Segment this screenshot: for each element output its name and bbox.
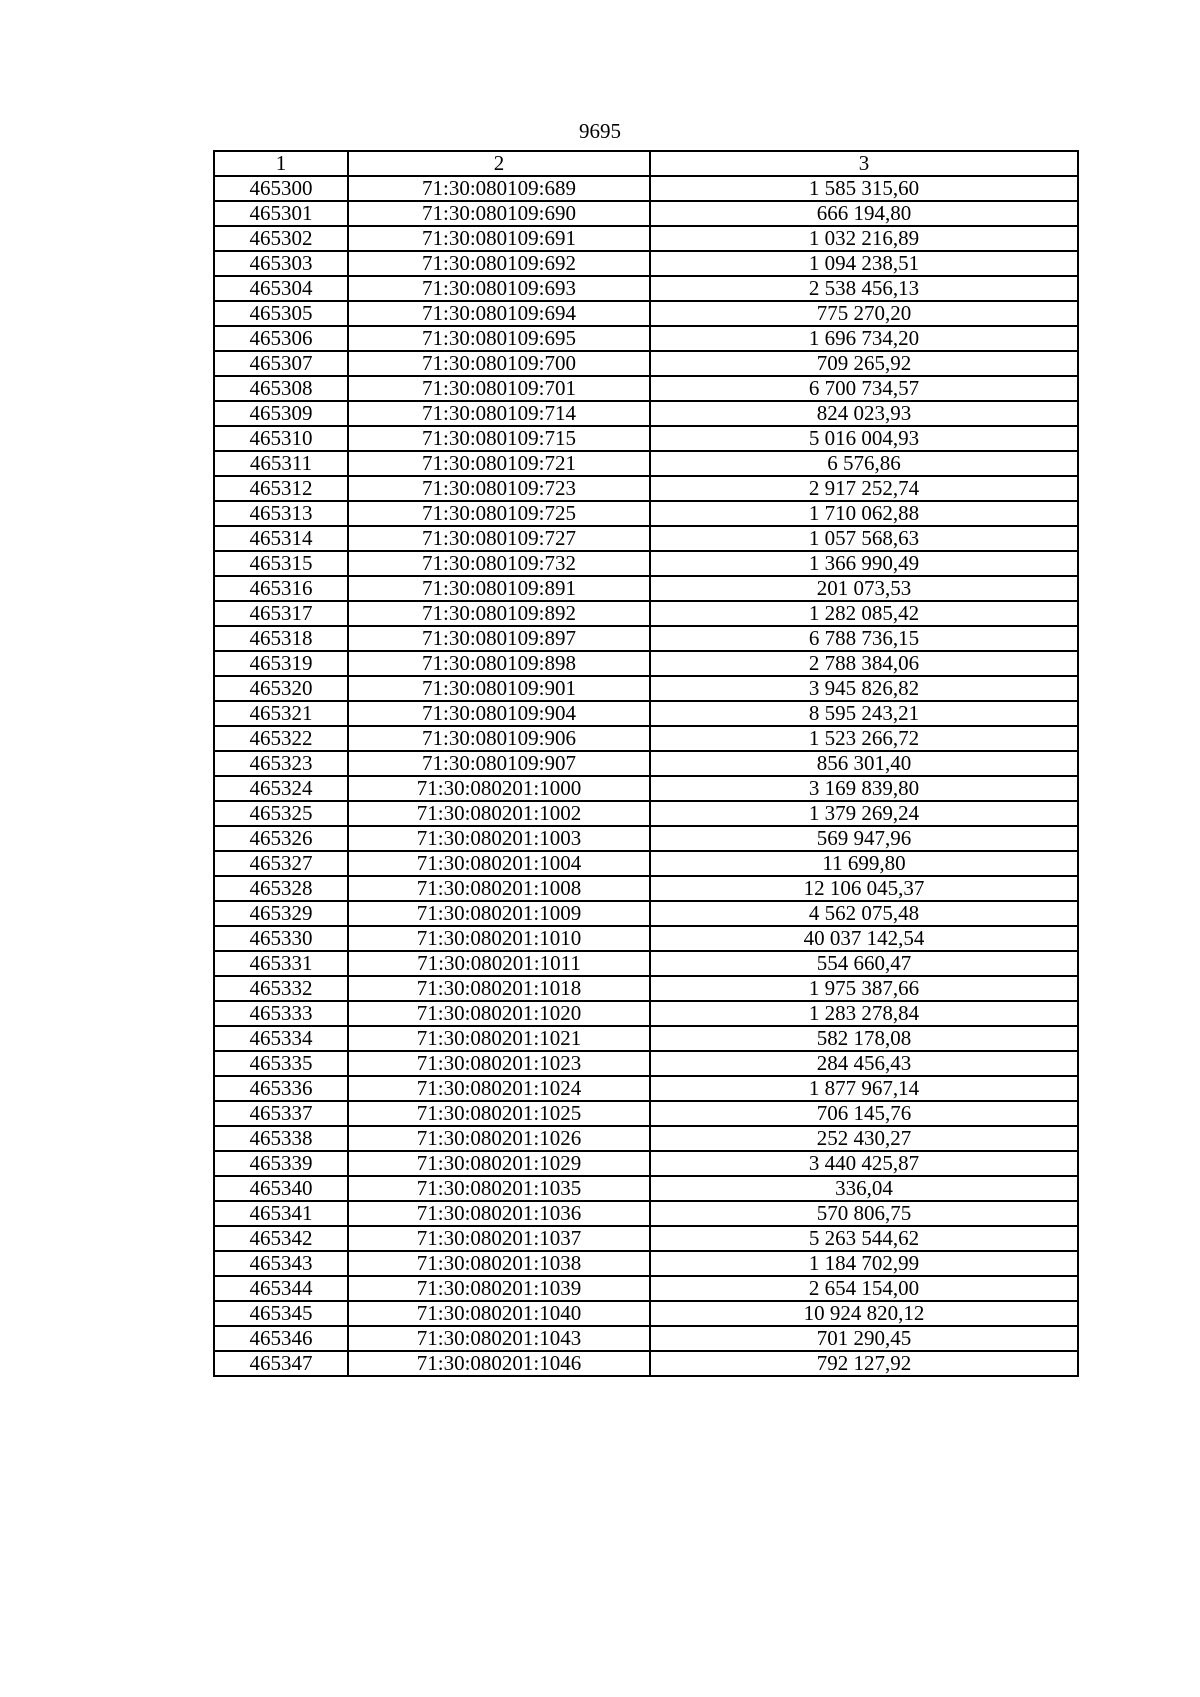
value-cell: 666 194,80	[650, 201, 1078, 226]
value-cell: 3 945 826,82	[650, 676, 1078, 701]
table-row	[214, 351, 1078, 376]
cadastral-number-cell: 71:30:080109:723	[348, 476, 650, 501]
cadastral-number-cell: 71:30:080109:692	[348, 251, 650, 276]
column-header-1: 1	[214, 151, 348, 176]
cadastral-number-cell: 71:30:080201:1037	[348, 1226, 650, 1251]
cadastral-number-cell: 71:30:080109:721	[348, 451, 650, 476]
cadastral-number-cell: 71:30:080109:714	[348, 401, 650, 426]
row-number-cell: 465340	[214, 1176, 348, 1201]
table-row	[214, 426, 1078, 451]
value-cell: 1 975 387,66	[650, 976, 1078, 1001]
cadastral-number-cell: 71:30:080109:690	[348, 201, 650, 226]
cadastral-number-cell: 71:30:080201:1020	[348, 1001, 650, 1026]
row-number-cell: 465302	[214, 226, 348, 251]
cadastral-number-cell: 71:30:080201:1025	[348, 1101, 650, 1126]
table-row	[214, 826, 1078, 851]
cadastral-number-cell: 71:30:080201:1036	[348, 1201, 650, 1226]
cadastral-number-cell: 71:30:080109:695	[348, 326, 650, 351]
table-row	[214, 1226, 1078, 1251]
value-cell: 252 430,27	[650, 1126, 1078, 1151]
value-cell: 1 523 266,72	[650, 726, 1078, 751]
table-row	[214, 876, 1078, 901]
table-row	[214, 1326, 1078, 1351]
row-number-cell: 465305	[214, 301, 348, 326]
table-row	[214, 926, 1078, 951]
cadastral-number-cell: 71:30:080201:1046	[348, 1351, 650, 1376]
row-number-cell: 465300	[214, 176, 348, 201]
value-cell: 40 037 142,54	[650, 926, 1078, 951]
cadastral-number-cell: 71:30:080109:898	[348, 651, 650, 676]
value-cell: 6 576,86	[650, 451, 1078, 476]
value-cell: 792 127,92	[650, 1351, 1078, 1376]
row-number-cell: 465327	[214, 851, 348, 876]
value-cell: 582 178,08	[650, 1026, 1078, 1051]
row-number-cell: 465308	[214, 376, 348, 401]
cadastral-number-cell: 71:30:080201:1018	[348, 976, 650, 1001]
cadastral-number-cell: 71:30:080201:1043	[348, 1326, 650, 1351]
value-cell: 6 788 736,15	[650, 626, 1078, 651]
row-number-cell: 465306	[214, 326, 348, 351]
cadastral-number-cell: 71:30:080109:691	[348, 226, 650, 251]
table-row	[214, 526, 1078, 551]
cadastral-number-cell: 71:30:080201:1024	[348, 1076, 650, 1101]
value-cell: 4 562 075,48	[650, 901, 1078, 926]
row-number-cell: 465336	[214, 1076, 348, 1101]
row-number-cell: 465346	[214, 1326, 348, 1351]
row-number-cell: 465315	[214, 551, 348, 576]
cadastral-number-cell: 71:30:080201:1040	[348, 1301, 650, 1326]
table-row	[214, 1101, 1078, 1126]
row-number-cell: 465347	[214, 1351, 348, 1376]
cadastral-number-cell: 71:30:080109:904	[348, 701, 650, 726]
value-cell: 1 282 085,42	[650, 601, 1078, 626]
table-row	[214, 501, 1078, 526]
value-cell: 10 924 820,12	[650, 1301, 1078, 1326]
value-cell: 3 169 839,80	[650, 776, 1078, 801]
cadastral-number-cell: 71:30:080201:1023	[348, 1051, 650, 1076]
row-number-cell: 465311	[214, 451, 348, 476]
row-number-cell: 465333	[214, 1001, 348, 1026]
value-cell: 856 301,40	[650, 751, 1078, 776]
value-cell: 5 016 004,93	[650, 426, 1078, 451]
value-cell: 570 806,75	[650, 1201, 1078, 1226]
row-number-cell: 465337	[214, 1101, 348, 1126]
table-row	[214, 1176, 1078, 1201]
cadastral-number-cell: 71:30:080201:1021	[348, 1026, 650, 1051]
value-cell: 1 283 278,84	[650, 1001, 1078, 1026]
row-number-cell: 465317	[214, 601, 348, 626]
table-row	[214, 726, 1078, 751]
table-row	[214, 1001, 1078, 1026]
value-cell: 1 877 967,14	[650, 1076, 1078, 1101]
value-cell: 284 456,43	[650, 1051, 1078, 1076]
table-row	[214, 601, 1078, 626]
row-number-cell: 465324	[214, 776, 348, 801]
table-row	[214, 1301, 1078, 1326]
row-number-cell: 465328	[214, 876, 348, 901]
table-row	[214, 1201, 1078, 1226]
table-row	[214, 801, 1078, 826]
cadastral-number-cell: 71:30:080109:715	[348, 426, 650, 451]
row-number-cell: 465307	[214, 351, 348, 376]
row-number-cell: 465335	[214, 1051, 348, 1076]
value-cell: 2 654 154,00	[650, 1276, 1078, 1301]
cadastral-number-cell: 71:30:080109:732	[348, 551, 650, 576]
value-cell: 2 788 384,06	[650, 651, 1078, 676]
value-cell: 1 710 062,88	[650, 501, 1078, 526]
cadastral-number-cell: 71:30:080201:1000	[348, 776, 650, 801]
row-number-cell: 465330	[214, 926, 348, 951]
row-number-cell: 465322	[214, 726, 348, 751]
table-row	[214, 901, 1078, 926]
column-header-3: 3	[650, 151, 1078, 176]
row-number-cell: 465304	[214, 276, 348, 301]
row-number-cell: 465309	[214, 401, 348, 426]
cadastral-number-cell: 71:30:080109:700	[348, 351, 650, 376]
table-row	[214, 576, 1078, 601]
cadastral-number-cell: 71:30:080109:892	[348, 601, 650, 626]
value-cell: 2 538 456,13	[650, 276, 1078, 301]
table-row	[214, 1051, 1078, 1076]
table-row	[214, 276, 1078, 301]
cadastral-number-cell: 71:30:080109:891	[348, 576, 650, 601]
row-number-cell: 465341	[214, 1201, 348, 1226]
table-row	[214, 476, 1078, 501]
cadastral-number-cell: 71:30:080201:1038	[348, 1251, 650, 1276]
cadastral-value-table	[213, 150, 1079, 1377]
table-row	[214, 676, 1078, 701]
value-cell: 701 290,45	[650, 1326, 1078, 1351]
value-cell: 775 270,20	[650, 301, 1078, 326]
cadastral-number-cell: 71:30:080109:694	[348, 301, 650, 326]
table-row	[214, 401, 1078, 426]
cadastral-number-cell: 71:30:080201:1010	[348, 926, 650, 951]
row-number-cell: 465319	[214, 651, 348, 676]
value-cell: 201 073,53	[650, 576, 1078, 601]
table-row	[214, 1276, 1078, 1301]
cadastral-number-cell: 71:30:080201:1003	[348, 826, 650, 851]
row-number-cell: 465343	[214, 1251, 348, 1276]
value-cell: 1 379 269,24	[650, 801, 1078, 826]
table-row	[214, 551, 1078, 576]
cadastral-number-cell: 71:30:080109:727	[348, 526, 650, 551]
cadastral-number-cell: 71:30:080109:701	[348, 376, 650, 401]
row-number-cell: 465344	[214, 1276, 348, 1301]
cadastral-number-cell: 71:30:080109:907	[348, 751, 650, 776]
cadastral-number-cell: 71:30:080109:689	[348, 176, 650, 201]
value-cell: 6 700 734,57	[650, 376, 1078, 401]
table-row	[214, 1151, 1078, 1176]
table-row	[214, 1076, 1078, 1101]
table-row	[214, 701, 1078, 726]
value-cell: 569 947,96	[650, 826, 1078, 851]
value-cell: 11 699,80	[650, 851, 1078, 876]
table-row	[214, 1251, 1078, 1276]
table-row	[214, 626, 1078, 651]
value-cell: 3 440 425,87	[650, 1151, 1078, 1176]
row-number-cell: 465318	[214, 626, 348, 651]
table-row	[214, 1351, 1078, 1376]
value-cell: 5 263 544,62	[650, 1226, 1078, 1251]
row-number-cell: 465314	[214, 526, 348, 551]
row-number-cell: 465326	[214, 826, 348, 851]
table-row	[214, 1126, 1078, 1151]
table-row	[214, 201, 1078, 226]
table-row	[214, 651, 1078, 676]
value-cell: 706 145,76	[650, 1101, 1078, 1126]
row-number-cell: 465313	[214, 501, 348, 526]
value-cell: 1 184 702,99	[650, 1251, 1078, 1276]
page-number: 9695	[579, 119, 621, 143]
table-header-row	[214, 151, 1078, 176]
value-cell: 1 032 216,89	[650, 226, 1078, 251]
table-row	[214, 251, 1078, 276]
table-row	[214, 226, 1078, 251]
row-number-cell: 465325	[214, 801, 348, 826]
row-number-cell: 465339	[214, 1151, 348, 1176]
table-row	[214, 851, 1078, 876]
cadastral-number-cell: 71:30:080201:1009	[348, 901, 650, 926]
value-cell: 2 917 252,74	[650, 476, 1078, 501]
value-cell: 12 106 045,37	[650, 876, 1078, 901]
row-number-cell: 465334	[214, 1026, 348, 1051]
row-number-cell: 465345	[214, 1301, 348, 1326]
cadastral-number-cell: 71:30:080109:725	[348, 501, 650, 526]
row-number-cell: 465312	[214, 476, 348, 501]
value-cell: 1 057 568,63	[650, 526, 1078, 551]
table-row	[214, 1026, 1078, 1051]
cadastral-number-cell: 71:30:080201:1035	[348, 1176, 650, 1201]
cadastral-number-cell: 71:30:080201:1002	[348, 801, 650, 826]
row-number-cell: 465320	[214, 676, 348, 701]
row-number-cell: 465329	[214, 901, 348, 926]
value-cell: 8 595 243,21	[650, 701, 1078, 726]
row-number-cell: 465338	[214, 1126, 348, 1151]
table-row	[214, 951, 1078, 976]
cadastral-number-cell: 71:30:080109:693	[348, 276, 650, 301]
table-row	[214, 326, 1078, 351]
value-cell: 709 265,92	[650, 351, 1078, 376]
cadastral-number-cell: 71:30:080201:1029	[348, 1151, 650, 1176]
cadastral-number-cell: 71:30:080201:1011	[348, 951, 650, 976]
value-cell: 336,04	[650, 1176, 1078, 1201]
value-cell: 824 023,93	[650, 401, 1078, 426]
row-number-cell: 465316	[214, 576, 348, 601]
table-row	[214, 976, 1078, 1001]
cadastral-number-cell: 71:30:080109:897	[348, 626, 650, 651]
row-number-cell: 465303	[214, 251, 348, 276]
table-body	[214, 176, 1078, 1376]
cadastral-number-cell: 71:30:080201:1039	[348, 1276, 650, 1301]
row-number-cell: 465342	[214, 1226, 348, 1251]
row-number-cell: 465301	[214, 201, 348, 226]
table-row	[214, 176, 1078, 201]
value-cell: 1 366 990,49	[650, 551, 1078, 576]
value-cell: 1 094 238,51	[650, 251, 1078, 276]
table-row	[214, 301, 1078, 326]
cadastral-number-cell: 71:30:080201:1004	[348, 851, 650, 876]
row-number-cell: 465332	[214, 976, 348, 1001]
value-cell: 1 585 315,60	[650, 176, 1078, 201]
row-number-cell: 465310	[214, 426, 348, 451]
column-header-2: 2	[348, 151, 650, 176]
value-cell: 1 696 734,20	[650, 326, 1078, 351]
row-number-cell: 465331	[214, 951, 348, 976]
cadastral-number-cell: 71:30:080109:906	[348, 726, 650, 751]
cadastral-number-cell: 71:30:080201:1026	[348, 1126, 650, 1151]
row-number-cell: 465323	[214, 751, 348, 776]
table-row	[214, 751, 1078, 776]
cadastral-number-cell: 71:30:080109:901	[348, 676, 650, 701]
table-row	[214, 451, 1078, 476]
cadastral-number-cell: 71:30:080201:1008	[348, 876, 650, 901]
table-row	[214, 376, 1078, 401]
table-row	[214, 776, 1078, 801]
value-cell: 554 660,47	[650, 951, 1078, 976]
row-number-cell: 465321	[214, 701, 348, 726]
